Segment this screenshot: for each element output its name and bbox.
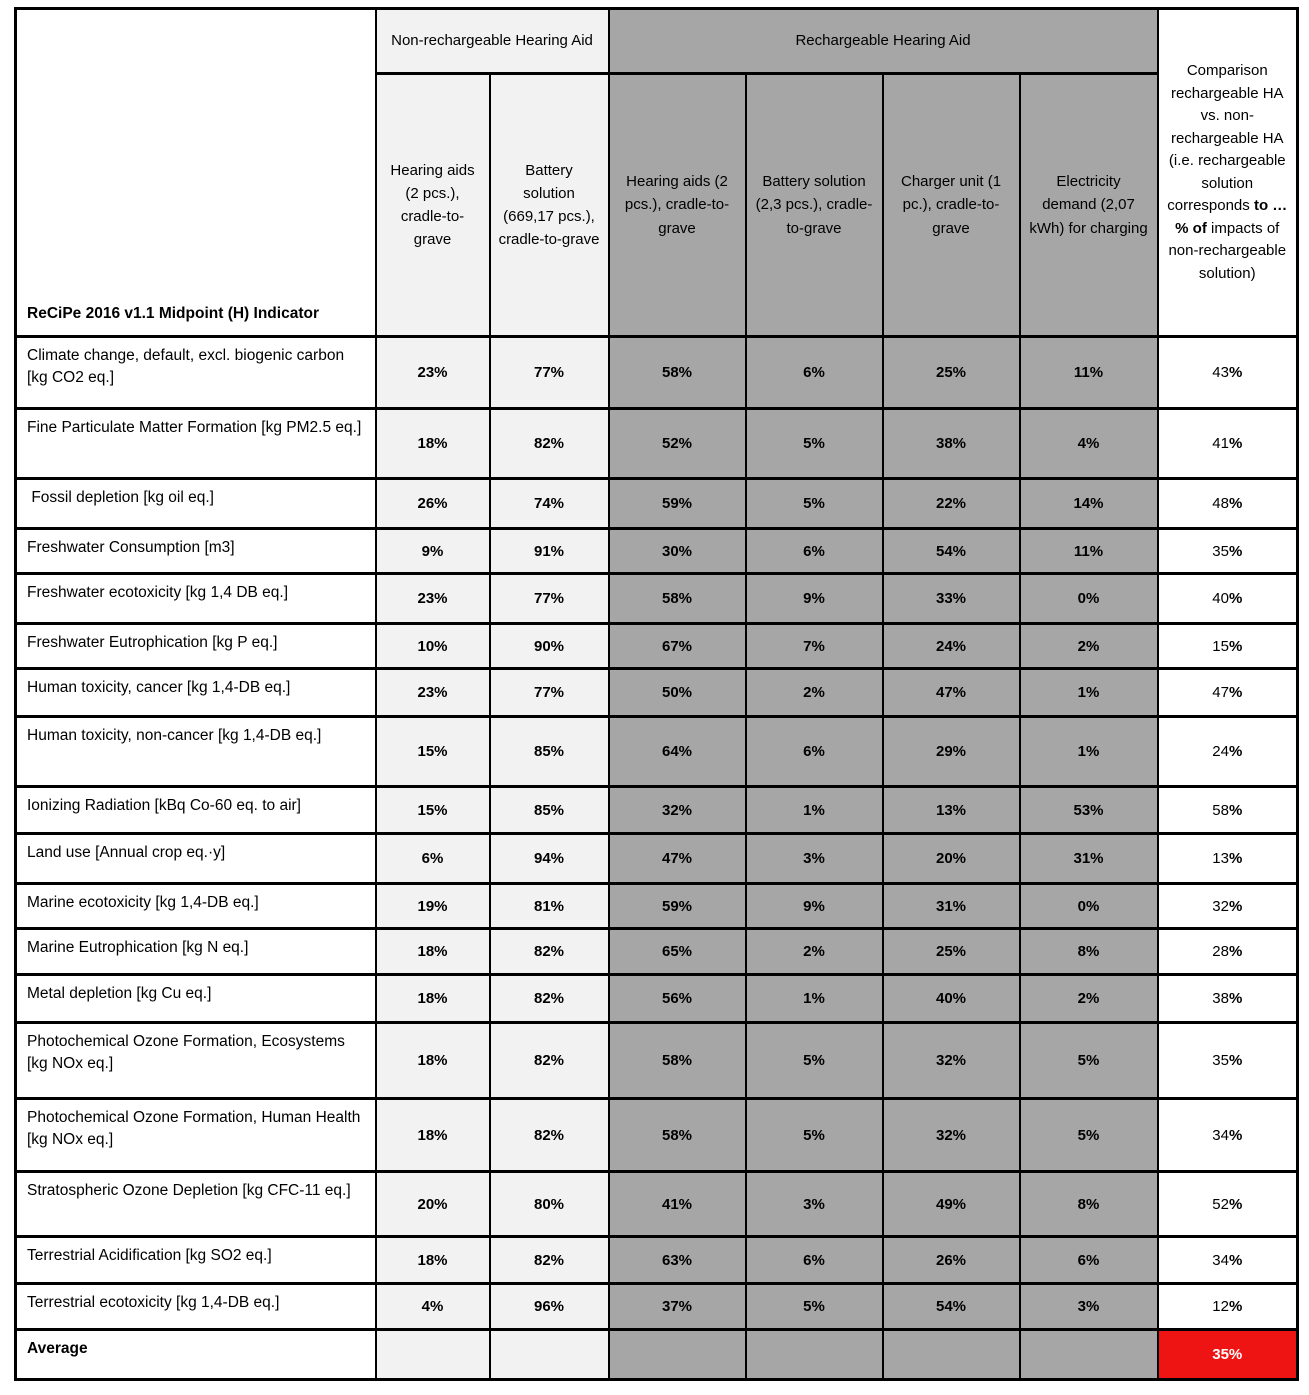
average-value-cell: 35%: [1158, 1330, 1298, 1380]
percent-sign: %: [1228, 637, 1243, 655]
percent-sign: %: [1228, 897, 1243, 915]
value-cell: 82%: [490, 1023, 609, 1099]
value-cell: 15%: [376, 717, 490, 787]
percent-sign: %: [1228, 850, 1243, 867]
indicator-cell: Ionizing Radiation [kBq Co-60 eq. to air]: [16, 787, 376, 834]
value-cell: 18%: [376, 1099, 490, 1172]
comparison-cell: 13%: [1158, 834, 1298, 884]
percent-sign: %: [1228, 1126, 1243, 1144]
value-cell: 6%: [746, 529, 883, 574]
column-header-nonrech-battery-solution: Battery solution (669,17 pcs.), cradle-to-grave: [490, 74, 609, 337]
comparison-cell: 48%: [1158, 479, 1298, 529]
value-cell: 32%: [883, 1023, 1020, 1099]
indicator-column-header: ReCiPe 2016 v1.1 Midpoint (H) Indicator: [16, 9, 376, 337]
value-cell: 47%: [883, 669, 1020, 717]
value-cell: 82%: [490, 975, 609, 1023]
table-row: [16, 1237, 1298, 1284]
indicator-cell: Metal depletion [kg Cu eq.]: [16, 975, 376, 1023]
value-cell: 59%: [609, 479, 746, 529]
value-cell: 54%: [883, 1284, 1020, 1330]
value-cell: 8%: [1020, 1172, 1158, 1237]
value-cell: 4%: [1020, 409, 1158, 479]
value-cell: 40%: [883, 975, 1020, 1023]
average-empty-cell: [490, 1330, 609, 1380]
value-cell: 58%: [609, 337, 746, 409]
comparison-header-text-post: impacts of non-rechargeable solution): [1168, 219, 1287, 282]
value-cell: 18%: [376, 1023, 490, 1099]
value-cell: 14%: [1020, 479, 1158, 529]
value-cell: 77%: [490, 669, 609, 717]
value-cell: 1%: [1020, 717, 1158, 787]
table-header: [16, 9, 1298, 337]
indicator-cell: Marine Eutrophication [kg N eq.]: [16, 929, 376, 975]
value-cell: 65%: [609, 929, 746, 975]
percent-sign: %: [1228, 1298, 1243, 1315]
indicator-cell: Photochemical Ozone Formation, Human Health [kg NOx eq.]: [16, 1099, 376, 1172]
value-cell: 82%: [490, 929, 609, 975]
table-row: [16, 529, 1298, 574]
percent-sign: %: [1228, 743, 1243, 760]
comparison-cell: 52%: [1158, 1172, 1298, 1237]
value-cell: 5%: [1020, 1099, 1158, 1172]
value-cell: 26%: [376, 479, 490, 529]
average-empty-cell: [376, 1330, 490, 1380]
value-cell: 67%: [609, 624, 746, 669]
value-cell: 20%: [376, 1172, 490, 1237]
value-cell: 22%: [883, 479, 1020, 529]
value-cell: 32%: [883, 1099, 1020, 1172]
value-cell: 1%: [746, 787, 883, 834]
value-cell: 96%: [490, 1284, 609, 1330]
comparison-cell: 43%: [1158, 337, 1298, 409]
value-cell: 85%: [490, 717, 609, 787]
comparison-cell: 12%: [1158, 1284, 1298, 1330]
percent-sign: %: [1228, 364, 1243, 381]
table-row: [16, 834, 1298, 884]
value-cell: 6%: [746, 1237, 883, 1284]
value-cell: 74%: [490, 479, 609, 529]
value-cell: 23%: [376, 337, 490, 409]
value-cell: 77%: [490, 337, 609, 409]
percent-sign: %: [1228, 1052, 1243, 1069]
comparison-cell: 47%: [1158, 669, 1298, 717]
comparison-cell: 15%: [1158, 624, 1298, 669]
value-cell: 0%: [1020, 574, 1158, 624]
value-cell: 63%: [609, 1237, 746, 1284]
value-cell: 2%: [746, 669, 883, 717]
value-cell: 9%: [376, 529, 490, 574]
value-cell: 11%: [1020, 529, 1158, 574]
column-header-rech-electricity-demand: Electricity demand (2,07 kWh) for charging: [1020, 74, 1158, 337]
table-row: [16, 409, 1298, 479]
value-cell: 2%: [1020, 975, 1158, 1023]
table-row: [16, 574, 1298, 624]
column-header-nonrech-hearing-aids: Hearing aids (2 pcs.), cradle-to-grave: [376, 74, 490, 337]
value-cell: 3%: [746, 834, 883, 884]
value-cell: 52%: [609, 409, 746, 479]
percent-sign: %: [1228, 1195, 1243, 1213]
value-cell: 41%: [609, 1172, 746, 1237]
percent-sign: %: [1228, 542, 1243, 560]
indicator-cell: Marine ecotoxicity [kg 1,4-DB eq.]: [16, 884, 376, 929]
percent-sign: %: [1228, 590, 1243, 607]
value-cell: 81%: [490, 884, 609, 929]
comparison-cell: 38%: [1158, 975, 1298, 1023]
value-cell: 20%: [883, 834, 1020, 884]
average-empty-cell: [609, 1330, 746, 1380]
value-cell: 58%: [609, 1023, 746, 1099]
value-cell: 82%: [490, 1237, 609, 1284]
value-cell: 25%: [883, 337, 1020, 409]
value-cell: 32%: [609, 787, 746, 834]
indicator-cell: Freshwater ecotoxicity [kg 1,4 DB eq.]: [16, 574, 376, 624]
percent-sign: %: [1228, 943, 1243, 960]
value-cell: 4%: [376, 1284, 490, 1330]
value-cell: 53%: [1020, 787, 1158, 834]
value-cell: 26%: [883, 1237, 1020, 1284]
column-header-rech-charger-unit: Charger unit (1 pc.), cradle-to-grave: [883, 74, 1020, 337]
indicator-cell: Terrestrial Acidification [kg SO2 eq.]: [16, 1237, 376, 1284]
indicator-cell: Climate change, default, excl. biogenic carbon [kg CO2 eq.]: [16, 337, 376, 409]
value-cell: 59%: [609, 884, 746, 929]
value-cell: 10%: [376, 624, 490, 669]
table-row: [16, 717, 1298, 787]
value-cell: 31%: [1020, 834, 1158, 884]
comparison-cell: 41%: [1158, 409, 1298, 479]
value-cell: 58%: [609, 1099, 746, 1172]
average-label-cell: Average: [16, 1330, 376, 1380]
value-cell: 15%: [376, 787, 490, 834]
percent-sign: %: [1228, 495, 1243, 512]
average-empty-cell: [746, 1330, 883, 1380]
value-cell: 6%: [376, 834, 490, 884]
comparison-cell: 35%: [1158, 529, 1298, 574]
indicator-cell: Land use [Annual crop eq.·y]: [16, 834, 376, 884]
value-cell: 13%: [883, 787, 1020, 834]
average-row: [16, 1330, 1298, 1380]
comparison-cell: 34%: [1158, 1099, 1298, 1172]
group-header-row: [16, 9, 1298, 74]
value-cell: 64%: [609, 717, 746, 787]
value-cell: 25%: [883, 929, 1020, 975]
value-cell: 18%: [376, 1237, 490, 1284]
comparison-header-text-pre: Comparison rechargeable HA vs. non-rechargeable HA (i.e. rechargeable solution corresponds: [1167, 62, 1286, 214]
percent-sign: %: [1228, 435, 1243, 452]
value-cell: 19%: [376, 884, 490, 929]
table-row: [16, 1099, 1298, 1172]
comparison-cell: 24%: [1158, 717, 1298, 787]
group-header-rechargeable: Rechargeable Hearing Aid: [609, 9, 1158, 74]
comparison-cell: 35%: [1158, 1023, 1298, 1099]
value-cell: 1%: [746, 975, 883, 1023]
value-cell: 80%: [490, 1172, 609, 1237]
table-row: [16, 884, 1298, 929]
value-cell: 37%: [609, 1284, 746, 1330]
value-cell: 9%: [746, 574, 883, 624]
value-cell: 90%: [490, 624, 609, 669]
value-cell: 18%: [376, 409, 490, 479]
comparison-column-header: [1158, 9, 1298, 337]
value-cell: 3%: [1020, 1284, 1158, 1330]
percent-sign: %: [1228, 1251, 1243, 1269]
indicator-cell: Stratospheric Ozone Depletion [kg CFC-11 eq.]: [16, 1172, 376, 1237]
value-cell: 54%: [883, 529, 1020, 574]
value-cell: 58%: [609, 574, 746, 624]
value-cell: 30%: [609, 529, 746, 574]
table-row: [16, 975, 1298, 1023]
average-empty-cell: [1020, 1330, 1158, 1380]
percent-sign: %: [1228, 990, 1243, 1007]
value-cell: 8%: [1020, 929, 1158, 975]
indicator-cell: Human toxicity, cancer [kg 1,4-DB eq.]: [16, 669, 376, 717]
percent-sign: %: [1228, 801, 1243, 819]
value-cell: 5%: [746, 479, 883, 529]
value-cell: 6%: [746, 337, 883, 409]
indicator-cell: Terrestrial ecotoxicity [kg 1,4-DB eq.]: [16, 1284, 376, 1330]
value-cell: 11%: [1020, 337, 1158, 409]
value-cell: 56%: [609, 975, 746, 1023]
table-row: [16, 1172, 1298, 1237]
value-cell: 6%: [1020, 1237, 1158, 1284]
value-cell: 85%: [490, 787, 609, 834]
column-header-rech-hearing-aids: Hearing aids (2 pcs.), cradle-to-grave: [609, 74, 746, 337]
table-row: [16, 1284, 1298, 1330]
column-header-rech-battery-solution: Battery solution (2,3 pcs.), cradle-to-grave: [746, 74, 883, 337]
value-cell: 38%: [883, 409, 1020, 479]
comparison-cell: 32%: [1158, 884, 1298, 929]
value-cell: 50%: [609, 669, 746, 717]
table-row: [16, 929, 1298, 975]
value-cell: 82%: [490, 409, 609, 479]
value-cell: 18%: [376, 929, 490, 975]
value-cell: 5%: [1020, 1023, 1158, 1099]
value-cell: 31%: [883, 884, 1020, 929]
comparison-cell: 40%: [1158, 574, 1298, 624]
table-row: [16, 479, 1298, 529]
value-cell: 94%: [490, 834, 609, 884]
value-cell: 23%: [376, 574, 490, 624]
group-header-non-rechargeable: Non-rechargeable Hearing Aid: [376, 9, 609, 74]
value-cell: 47%: [609, 834, 746, 884]
comparison-cell: 34%: [1158, 1237, 1298, 1284]
table-body: [16, 337, 1298, 1380]
comparison-cell: 28%: [1158, 929, 1298, 975]
value-cell: 2%: [1020, 624, 1158, 669]
value-cell: 5%: [746, 1284, 883, 1330]
indicator-cell: Human toxicity, non-cancer [kg 1,4-DB eq.]: [16, 717, 376, 787]
value-cell: 9%: [746, 884, 883, 929]
indicator-cell: Freshwater Eutrophication [kg P eq.]: [16, 624, 376, 669]
value-cell: 1%: [1020, 669, 1158, 717]
percent-sign: %: [1228, 684, 1243, 701]
value-cell: 33%: [883, 574, 1020, 624]
lca-comparison-table: [14, 7, 1299, 1381]
indicator-cell: Fossil depletion [kg oil eq.]: [16, 479, 376, 529]
value-cell: 5%: [746, 409, 883, 479]
value-cell: 29%: [883, 717, 1020, 787]
comparison-header-text-bold: to …% of: [1175, 197, 1288, 237]
value-cell: 7%: [746, 624, 883, 669]
value-cell: 3%: [746, 1172, 883, 1237]
indicator-cell: Fine Particulate Matter Formation [kg PM2.5 eq.]: [16, 409, 376, 479]
table-row: [16, 669, 1298, 717]
value-cell: 5%: [746, 1023, 883, 1099]
value-cell: 24%: [883, 624, 1020, 669]
indicator-cell: Freshwater Consumption [m3]: [16, 529, 376, 574]
table-row: [16, 1023, 1298, 1099]
value-cell: 2%: [746, 929, 883, 975]
indicator-cell: Photochemical Ozone Formation, Ecosystems [kg NOx eq.]: [16, 1023, 376, 1099]
value-cell: 18%: [376, 975, 490, 1023]
value-cell: 0%: [1020, 884, 1158, 929]
average-empty-cell: [883, 1330, 1020, 1380]
value-cell: 6%: [746, 717, 883, 787]
value-cell: 49%: [883, 1172, 1020, 1237]
comparison-cell: 58%: [1158, 787, 1298, 834]
table-row: [16, 337, 1298, 409]
value-cell: 77%: [490, 574, 609, 624]
value-cell: 23%: [376, 669, 490, 717]
table-row: [16, 787, 1298, 834]
value-cell: 5%: [746, 1099, 883, 1172]
value-cell: 82%: [490, 1099, 609, 1172]
table-row: [16, 624, 1298, 669]
value-cell: 91%: [490, 529, 609, 574]
